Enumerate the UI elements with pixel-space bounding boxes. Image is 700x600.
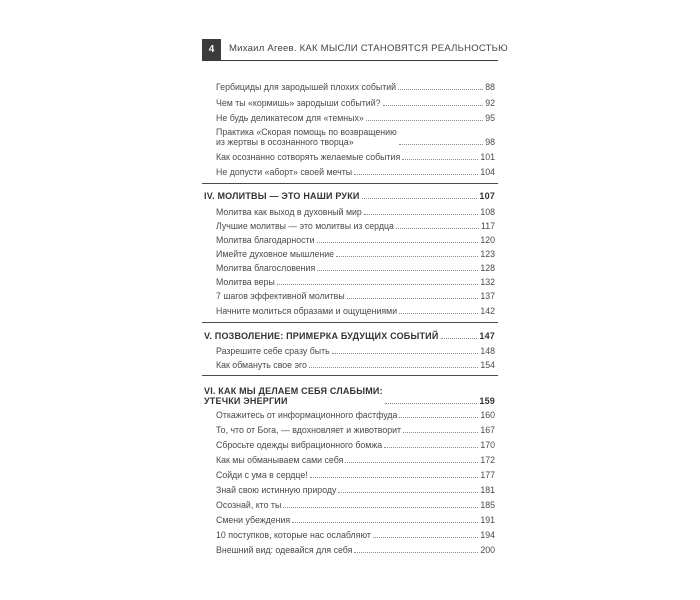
leader-dots (345, 461, 478, 463)
toc-entry-title: Молитва как выход в духовный мир (216, 207, 362, 217)
leader-dots (347, 297, 479, 299)
leader-dots (309, 366, 478, 368)
toc-entry-title: Сойди с ума в сердце! (216, 470, 308, 480)
section-divider (202, 322, 498, 323)
section-divider (202, 183, 498, 184)
toc-entry (216, 425, 495, 435)
toc-entry-title: То, что от Бога, — вдохновляет и животворит (216, 425, 402, 435)
toc-section-heading (204, 384, 495, 406)
toc-entry-page: 177 (480, 470, 495, 480)
toc-entry-page: 181 (480, 485, 495, 495)
toc-entry (216, 515, 495, 525)
toc-entry (216, 152, 495, 162)
leader-dots (399, 143, 484, 145)
toc-entry-title: Чем ты «кормишь» зародыши событий? (216, 98, 381, 108)
leader-dots (277, 283, 479, 285)
section-title: IV. МОЛИТВЫ — ЭТО НАШИ РУКИ (204, 191, 360, 201)
toc-entry (216, 113, 495, 123)
leader-dots (317, 269, 478, 271)
leader-dots (402, 158, 478, 160)
toc-entry-page: 98 (485, 137, 495, 147)
leader-dots (354, 173, 478, 175)
toc-entry (216, 410, 495, 420)
toc-entry-page: 154 (480, 360, 495, 370)
toc-entry-page: 172 (480, 455, 495, 465)
leader-dots (283, 506, 478, 508)
toc-entry (216, 530, 495, 540)
leader-dots (292, 521, 478, 523)
toc-section-heading (204, 331, 495, 341)
toc-entry (216, 485, 495, 495)
toc-entry-title: Знай свою истинную природу (216, 485, 337, 495)
toc-entry-title-line1: Практика «Скорая помощь по возвращению (216, 127, 397, 137)
leader-dots (384, 446, 478, 448)
leader-dots (399, 312, 478, 314)
toc-entry-title: Смени убеждения (216, 515, 291, 525)
leader-dots (373, 536, 478, 538)
toc-entry-title: Начните молиться образами и ощущениями (216, 306, 398, 316)
leader-dots (354, 551, 478, 553)
leader-dots (362, 197, 478, 199)
running-header-title: Михаил Агеев. КАК МЫСЛИ СТАНОВЯТСЯ РЕАЛЬНОСТЬЮ (229, 43, 509, 54)
toc-entry (216, 500, 495, 510)
toc-entry (216, 440, 495, 450)
toc-entry-title: Разрешите себе сразу быть (216, 346, 330, 356)
toc-entry-page: 194 (480, 530, 495, 540)
toc-entry-title: Молитва благодарности (216, 235, 315, 245)
leader-dots (403, 431, 478, 433)
toc-entry (216, 263, 495, 273)
toc-entry-page: 120 (480, 235, 495, 245)
toc-entry-page: 128 (480, 263, 495, 273)
toc-entry-page: 92 (485, 98, 495, 108)
toc-entry-page: 170 (480, 440, 495, 450)
section-page: 107 (479, 191, 495, 201)
toc-entry (216, 235, 495, 245)
toc-entry-title: Как мы обманываем сами себя (216, 455, 344, 465)
toc-entry-title: Как осознанно сотворять желаемые события (216, 152, 401, 162)
toc-entry-page: 95 (485, 113, 495, 123)
toc-entry-title: 10 поступков, которые нас ослабляют (216, 530, 371, 540)
leader-dots (364, 213, 478, 215)
toc-entry-page: 137 (480, 291, 495, 301)
toc-entry-title: Не допусти «аборт» своей мечты (216, 167, 353, 177)
toc-entry-page: 185 (480, 500, 495, 510)
leader-dots (336, 255, 478, 257)
toc-entry-page: 148 (480, 346, 495, 356)
toc-entry (216, 277, 495, 287)
toc-entry-page: 117 (480, 221, 495, 231)
toc-entry-page: 167 (480, 425, 495, 435)
leader-dots (441, 337, 478, 339)
toc-entry-page: 123 (480, 249, 495, 259)
toc-section-heading (204, 191, 495, 201)
toc-entry-title: Гербициды для зародышей плохих событий (216, 82, 397, 92)
section-page: 159 (479, 396, 495, 406)
toc-entry (216, 455, 495, 465)
toc-entry (216, 306, 495, 316)
toc-entry-title: 7 шагов эффективной молитвы (216, 291, 345, 301)
leader-dots (338, 491, 478, 493)
toc-entry-title: Осознай, кто ты (216, 500, 282, 510)
toc-entry (216, 221, 495, 231)
toc-entry-page: 160 (480, 410, 495, 420)
leader-dots (396, 227, 479, 229)
toc-entry-title: Молитва веры (216, 277, 275, 287)
section-page: 147 (479, 331, 495, 341)
toc-entry (216, 360, 495, 370)
toc-entry-title: Сбросьте одежды вибрационного бомжа (216, 440, 383, 450)
toc-entry-page: 101 (480, 152, 495, 162)
toc-entry-title: Лучшие молитвы — это молитвы из сердца (216, 221, 394, 231)
leader-dots (310, 476, 479, 478)
toc-entry (216, 470, 495, 480)
toc-entry-page: 142 (480, 306, 495, 316)
toc-entry (216, 545, 495, 555)
section-divider (202, 375, 498, 376)
toc-entry-page: 88 (485, 82, 495, 92)
toc-entry-title: Имейте духовное мышление (216, 249, 335, 259)
leader-dots (398, 88, 483, 90)
section-title-line1: VI. КАК МЫ ДЕЛАЕМ СЕБЯ СЛАБЫМИ: (204, 386, 383, 396)
toc-entry (216, 346, 495, 356)
toc-entry (216, 167, 495, 177)
toc-entry-multiline (216, 127, 495, 147)
leader-dots (399, 416, 478, 418)
toc-entry-title: Откажитесь от информационного фастфуда (216, 410, 398, 420)
toc-entry (216, 82, 495, 92)
toc-entry-title-line2: из жертвы в осознанного творца» (216, 137, 354, 147)
toc-entry (216, 291, 495, 301)
toc-entry (216, 249, 495, 259)
toc-entry-title: Молитва благословения (216, 263, 316, 273)
toc-entry-page: 108 (480, 207, 495, 217)
page-number-badge: 4 (202, 39, 221, 60)
toc-entry-title: Как обмануть свое эго (216, 360, 307, 370)
leader-dots (383, 104, 484, 106)
leader-dots (317, 241, 479, 243)
leader-dots (332, 352, 479, 354)
running-header (202, 39, 509, 61)
leader-dots (385, 402, 478, 404)
leader-dots (366, 119, 483, 121)
toc-entry (216, 98, 495, 108)
section-title: V. ПОЗВОЛЕНИЕ: ПРИМЕРКА БУДУЩИХ СОБЫТИЙ (204, 331, 439, 341)
toc-entry-page: 191 (480, 515, 495, 525)
toc-entry-title: Не будь деликатесом для «темных» (216, 113, 364, 123)
toc-entry-page: 200 (480, 545, 495, 555)
section-title-line2: УТЕЧКИ ЭНЕРГИИ (204, 396, 288, 406)
toc-entry-page: 132 (480, 277, 495, 287)
toc-entry-title: Внешний вид: одевайся для себя (216, 545, 353, 555)
toc-entry-page: 104 (480, 167, 495, 177)
toc-entry (216, 207, 495, 217)
